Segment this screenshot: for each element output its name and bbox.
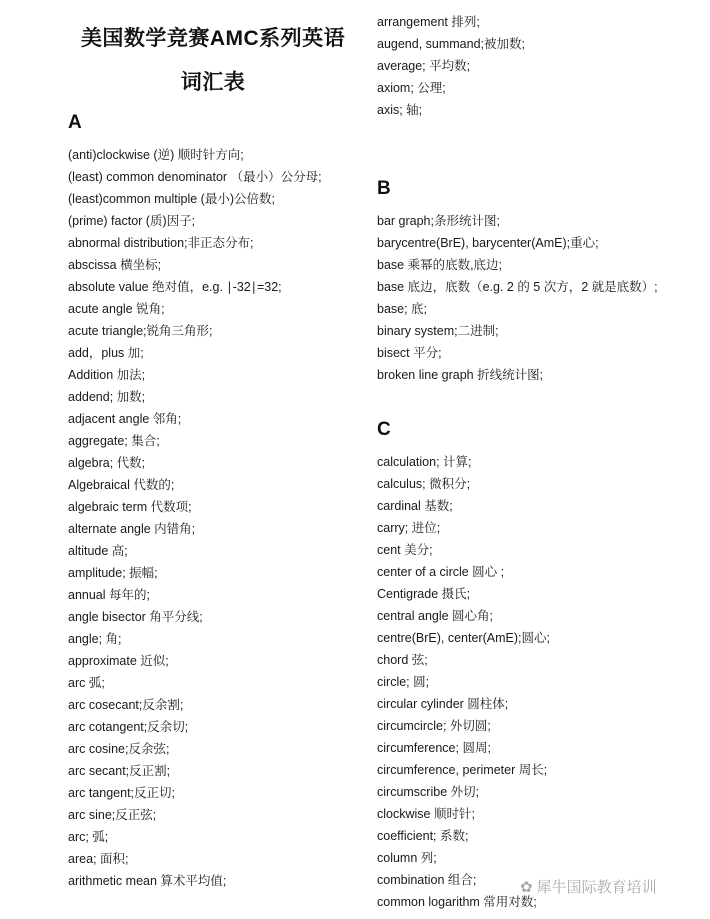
list-item: base 底边，底数（e.g. 2 的 5 次方，2 就是底数）; xyxy=(377,280,658,294)
section-heading-b: B xyxy=(377,178,391,199)
watermark xyxy=(520,876,657,897)
document-title: 美国数学竞赛AMC系列英语 xyxy=(80,27,346,50)
wechat-icon: ✿ xyxy=(520,878,533,896)
list-item: angle; 角; xyxy=(68,632,122,646)
list-item: base; 底; xyxy=(377,302,428,316)
list-item: add，plus 加; xyxy=(68,346,144,360)
list-item: annual 每年的; xyxy=(68,588,150,602)
section-heading-a: A xyxy=(68,112,82,133)
list-item: central angle 圆心角; xyxy=(377,609,494,623)
list-item: arc tangent;反正切; xyxy=(68,786,175,800)
list-item: area; 面积; xyxy=(68,852,129,866)
list-item: arrangement 排列; xyxy=(377,15,480,29)
list-item: abscissa 横坐标; xyxy=(68,258,162,272)
list-item: abnormal distribution;非正态分布; xyxy=(68,236,254,250)
list-item: arithmetic mean 算术平均值; xyxy=(68,874,227,888)
list-item: addend; 加数; xyxy=(68,390,146,404)
list-item: algebraic term 代数项; xyxy=(68,500,192,514)
document-subtitle: 词汇表 xyxy=(180,71,246,94)
list-item: coefficient; 系数; xyxy=(377,829,469,843)
list-item: Addition 加法; xyxy=(68,368,146,382)
list-item: bisect 平分; xyxy=(377,346,442,360)
list-item: axis; 轴; xyxy=(377,103,423,117)
list-item: circumscribe 外切; xyxy=(377,785,480,799)
list-item: angle bisector 角平分线; xyxy=(68,610,203,624)
section-heading-c: C xyxy=(377,419,391,440)
list-item: arc cosecant;反余割; xyxy=(68,698,184,712)
list-item: absolute value 绝对值，e.g. ∣-32∣=32; xyxy=(68,280,282,294)
list-item: clockwise 顺时针; xyxy=(377,807,475,821)
list-item: center of a circle 圆心 ; xyxy=(377,565,505,579)
list-item: cardinal 基数; xyxy=(377,499,453,513)
list-item: circumference; 圆周; xyxy=(377,741,491,755)
list-item: Centigrade 摄氏; xyxy=(377,587,471,601)
list-item: common logarithm 常用对数; xyxy=(377,895,537,909)
list-item: arc secant;反正割; xyxy=(68,764,171,778)
list-item: aggregate; 集合; xyxy=(68,434,160,448)
list-item: combination 组合; xyxy=(377,873,477,887)
list-item: amplitude; 振幅; xyxy=(68,566,158,580)
list-item: acute angle 锐角; xyxy=(68,302,165,316)
list-item: arc; 弧; xyxy=(68,830,109,844)
list-item: acute triangle;锐角三角形; xyxy=(68,324,213,338)
list-item: circle; 圆; xyxy=(377,675,430,689)
list-item: circumcircle; 外切圆; xyxy=(377,719,491,733)
list-item: alternate angle 内错角; xyxy=(68,522,196,536)
list-item: arc sine;反正弦; xyxy=(68,808,157,822)
list-item: base 乘幂的底数,底边; xyxy=(377,258,503,272)
entry-list-c xyxy=(377,451,550,913)
list-item: centre(BrE), center(AmE);圆心; xyxy=(377,631,550,645)
list-item: binary system;二进制; xyxy=(377,324,499,338)
list-item: Algebraical 代数的; xyxy=(68,478,175,492)
list-item: augend, summand;被加数; xyxy=(377,37,525,51)
list-item: (least) common denominator （最小）公分母; xyxy=(68,170,322,184)
list-item: arc cotangent;反余切; xyxy=(68,720,189,734)
list-item: broken line graph 折线统计图; xyxy=(377,368,544,382)
list-item: arc cosine;反余弦; xyxy=(68,742,170,756)
list-item: cent 美分; xyxy=(377,543,433,557)
list-item: calculation; 计算; xyxy=(377,455,472,469)
list-item: circumference, perimeter 周长; xyxy=(377,763,548,777)
list-item: barycentre(BrE), barycenter(AmE);重心; xyxy=(377,236,599,250)
list-item: arc 弧; xyxy=(68,676,105,690)
list-item: average; 平均数; xyxy=(377,59,471,73)
list-item: (prime) factor (质)因子; xyxy=(68,214,196,228)
list-item: adjacent angle 邻角; xyxy=(68,412,182,426)
list-item: chord 弦; xyxy=(377,653,428,667)
list-item: approximate 近似; xyxy=(68,654,169,668)
entry-list-a xyxy=(68,144,322,892)
list-item: altitude 高; xyxy=(68,544,128,558)
list-item: column 列; xyxy=(377,851,437,865)
list-item: (anti)clockwise (逆) 顺时针方向; xyxy=(68,148,244,162)
list-item: algebra; 代数; xyxy=(68,456,146,470)
list-item: calculus; 微积分; xyxy=(377,477,471,491)
watermark-text: 犀牛国际教育培训 xyxy=(536,879,657,896)
list-item: (least)common multiple (最小)公倍数; xyxy=(68,192,275,206)
list-item: carry; 进位; xyxy=(377,521,441,535)
list-item: bar graph;条形统计图; xyxy=(377,214,500,228)
list-item: circular cylinder 圆柱体; xyxy=(377,697,509,711)
entry-list-b xyxy=(377,210,658,386)
entry-list-a-continued xyxy=(377,11,525,121)
list-item: axiom; 公理; xyxy=(377,81,446,95)
